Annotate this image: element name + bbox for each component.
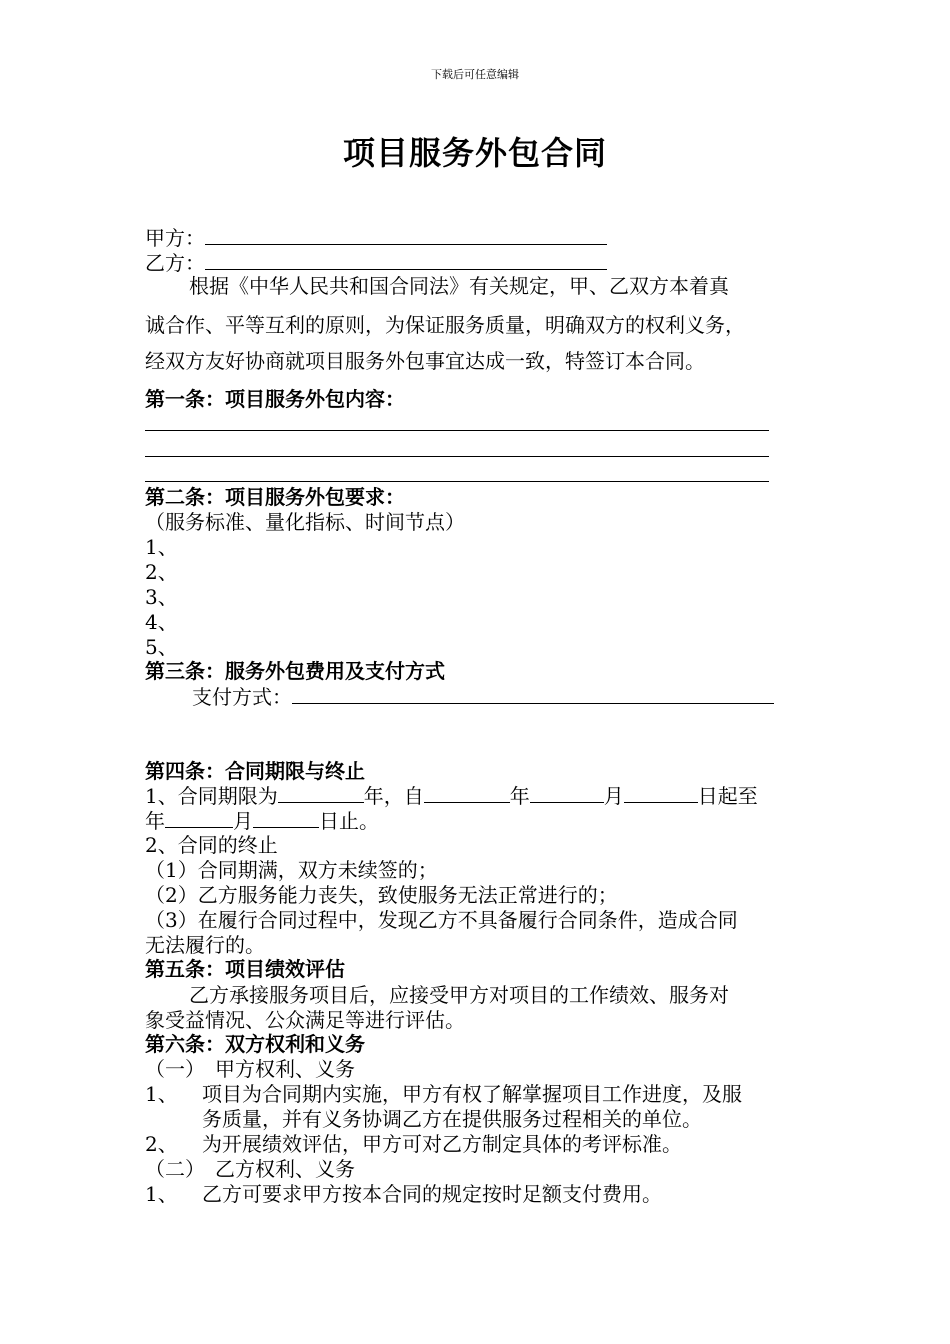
a1-num: 1、	[145, 1082, 178, 1106]
payment-blank[interactable]	[292, 685, 774, 704]
start-day-blank[interactable]	[624, 784, 698, 803]
b1-text: 乙方可要求甲方按本合同的规定按时足额支付费用。	[202, 1182, 662, 1206]
start-month-label: 月	[603, 784, 624, 808]
article2-item-2: 2、	[145, 560, 178, 584]
termination-item-3b: 无法履行的。	[145, 933, 265, 957]
party-a-label: 甲方：	[145, 226, 205, 250]
header-note: 下载后可任意编辑	[431, 68, 519, 81]
end-month-blank[interactable]	[165, 809, 233, 828]
article5-heading: 第五条：项目绩效评估	[145, 957, 345, 981]
termination-item-1: （1）合同期满，双方未续签的；	[145, 858, 438, 882]
article2-item-5: 5、	[145, 635, 178, 659]
a1-text-2: 务质量，并有义务协调乙方在提供服务过程相关的单位。	[202, 1107, 702, 1131]
a1-text-1: 项目为合同期内实施，甲方有权了解掌握项目工作进度，及服	[202, 1082, 742, 1106]
payment-line	[192, 685, 774, 709]
term-year-from: 年，自	[363, 784, 424, 808]
article2-note: （服务标准、量化指标、时间节点）	[145, 510, 465, 534]
preamble-line-1: 根据《中华人民共和国合同法》有关规定，甲、乙双方本着真	[189, 274, 729, 298]
start-year-blank[interactable]	[424, 784, 510, 803]
party-b-blank[interactable]	[205, 251, 607, 270]
term-line	[145, 784, 758, 808]
party-a-rights-heading: （一） 甲方权利、义务	[145, 1057, 355, 1081]
article2-item-1: 1、	[145, 535, 178, 559]
document-title: 项目服务外包合同	[342, 134, 607, 172]
a2-num: 2、	[145, 1132, 178, 1156]
term-prefix: 1、合同期限为	[145, 784, 278, 808]
party-b-line	[145, 251, 607, 275]
party-b-rights-heading: （二） 乙方权利、义务	[145, 1157, 355, 1181]
article5-body-1: 乙方承接服务项目后，应接受甲方对项目的工作绩效、服务对	[189, 983, 729, 1007]
article4-heading: 第四条：合同期限与终止	[145, 759, 365, 783]
party-a-blank[interactable]	[205, 226, 607, 245]
article6-heading: 第六条：双方权利和义务	[145, 1032, 365, 1056]
termination-item-2: （2）乙方服务能力丧失，致使服务无法正常进行的；	[145, 883, 618, 907]
day-from-label: 日起至	[697, 784, 758, 808]
start-year-label: 年	[509, 784, 530, 808]
article2-item-3: 3、	[145, 585, 178, 609]
article3-heading: 第三条：服务外包费用及支付方式	[145, 659, 445, 683]
term-years-blank[interactable]	[278, 784, 364, 803]
termination-item-3a: （3）在履行合同过程中，发现乙方不具备履行合同条件，造成合同	[145, 908, 738, 932]
article1-blank-line-3[interactable]	[145, 481, 769, 482]
start-month-blank[interactable]	[530, 784, 604, 803]
b1-num: 1、	[145, 1182, 178, 1206]
article2-item-4: 4、	[145, 610, 178, 634]
article1-blank-line-2[interactable]	[145, 456, 769, 457]
end-day-blank[interactable]	[253, 809, 319, 828]
end-year-label: 年	[145, 809, 165, 833]
payment-label: 支付方式：	[192, 685, 292, 709]
a2-text: 为开展绩效评估，甲方可对乙方制定具体的考评标准。	[202, 1132, 682, 1156]
term-end-line	[145, 809, 379, 833]
article1-blank-line-1[interactable]	[145, 430, 769, 431]
preamble-line-3: 经双方友好协商就项目服务外包事宜达成一致，特签订本合同。	[145, 349, 705, 373]
article5-body-2: 象受益情况、公众满足等进行评估。	[145, 1008, 465, 1032]
party-a-line	[145, 226, 607, 250]
end-month-label: 月	[233, 809, 253, 833]
end-day-label: 日止。	[319, 809, 379, 833]
preamble-line-2: 诚合作、平等互利的原则，为保证服务质量，明确双方的权利义务，	[145, 313, 745, 337]
termination-heading: 2、合同的终止	[145, 833, 278, 857]
article1-heading: 第一条：项目服务外包内容：	[145, 387, 405, 411]
article2-heading: 第二条：项目服务外包要求：	[145, 485, 405, 509]
party-b-label: 乙方：	[145, 251, 205, 275]
